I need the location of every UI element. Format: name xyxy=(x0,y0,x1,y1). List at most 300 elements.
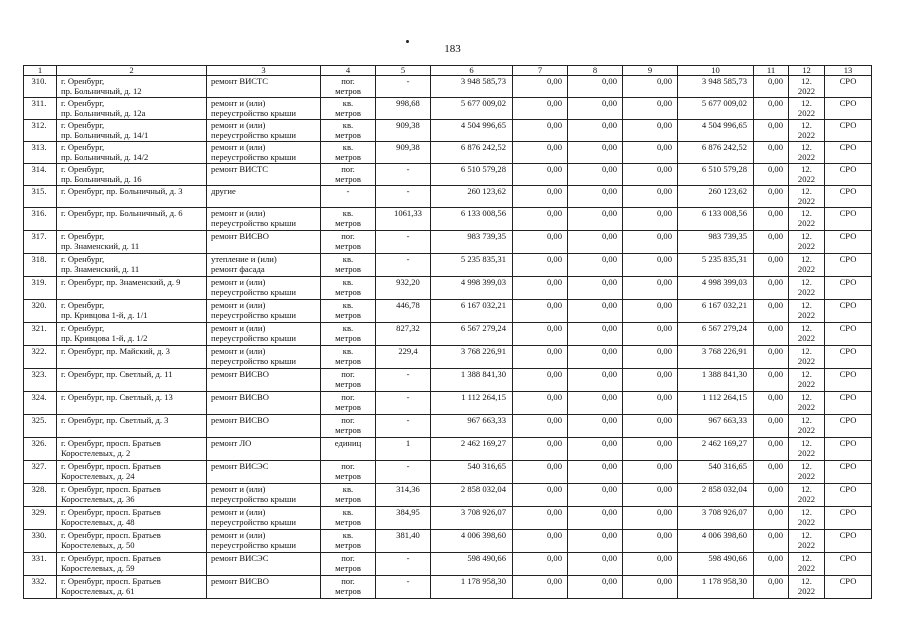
table-row xyxy=(24,507,872,530)
amount-cell-text: 0,00 xyxy=(546,461,562,471)
quantity-cell xyxy=(376,186,431,208)
amount-cell xyxy=(623,438,678,461)
amount-cell xyxy=(568,277,623,300)
cost-cell-text: 6 167 032,21 xyxy=(460,300,506,310)
amount-cell-text: 0,00 xyxy=(546,530,562,540)
total-cell-text: 4 006 398,60 xyxy=(701,530,747,540)
amount-cell xyxy=(513,98,568,120)
quantity-cell-text: - xyxy=(406,415,410,425)
total-cell-text: 5 677 009,02 xyxy=(701,98,747,108)
address-cell xyxy=(57,346,207,369)
total-cell-text: 6 167 032,21 xyxy=(701,300,747,310)
amount-cell-text: 0,00 xyxy=(767,438,783,448)
total-cell xyxy=(678,186,754,208)
quantity-cell xyxy=(376,142,431,164)
term-cell xyxy=(789,76,825,98)
method-cell xyxy=(825,186,872,208)
amount-cell-text: 0,00 xyxy=(546,484,562,494)
work-type-cell-text: ремонт ВИСЭС xyxy=(211,461,269,471)
total-cell-text: 3 708 926,07 xyxy=(701,507,747,517)
unit-cell xyxy=(321,231,376,254)
amount-cell-text: 0,00 xyxy=(601,231,617,241)
table-row xyxy=(24,392,872,415)
cost-cell-text: 2 858 032,04 xyxy=(460,484,506,494)
method-cell-text: СРО xyxy=(839,208,857,218)
quantity-cell xyxy=(376,576,431,599)
method-cell xyxy=(825,76,872,98)
quantity-cell-text: 998,68 xyxy=(396,98,420,108)
term-cell-text: 12. 2022 xyxy=(797,76,816,96)
amount-cell-text: 0,00 xyxy=(656,576,672,586)
cost-cell xyxy=(431,438,513,461)
address-cell xyxy=(57,576,207,599)
term-cell xyxy=(789,164,825,186)
method-cell-text: СРО xyxy=(839,323,857,333)
address-cell-text: г. Оренбург, просп. Братьев Коростелевых, д. 48 xyxy=(61,507,161,527)
term-cell-text: 12. 2022 xyxy=(797,142,816,162)
quantity-cell xyxy=(376,120,431,142)
work-type-cell xyxy=(207,346,321,369)
address-cell xyxy=(57,438,207,461)
table-row xyxy=(24,254,872,277)
method-cell-text: СРО xyxy=(839,576,857,586)
amount-cell-text: 0,00 xyxy=(767,142,783,152)
total-cell xyxy=(678,415,754,438)
row-number-text: 315. xyxy=(31,186,47,196)
amount-cell-text: 0,00 xyxy=(767,231,783,241)
cost-cell xyxy=(431,98,513,120)
amount-cell-text: 0,00 xyxy=(656,461,672,471)
term-cell xyxy=(789,323,825,346)
work-type-cell-text: ремонт и (или) переустройство крыши xyxy=(211,530,296,550)
cost-cell xyxy=(431,208,513,231)
quantity-cell xyxy=(376,346,431,369)
amount-cell-text: 0,00 xyxy=(546,553,562,563)
total-cell-text: 983 739,35 xyxy=(708,231,747,241)
total-cell-text: 6 133 008,56 xyxy=(701,208,747,218)
quantity-cell-text: - xyxy=(406,553,410,563)
amount-cell-text: 0,00 xyxy=(546,277,562,287)
total-cell-text: 6 876 242,52 xyxy=(701,142,747,152)
amount-cell-text: 0,00 xyxy=(767,553,783,563)
unit-cell-text: пог. метров xyxy=(335,553,361,573)
amount-cell-text: 0,00 xyxy=(601,300,617,310)
quantity-cell-text: 381,40 xyxy=(396,530,420,540)
amount-cell xyxy=(623,461,678,484)
term-cell-text: 12. 2022 xyxy=(797,231,816,251)
work-type-cell xyxy=(207,300,321,323)
table-row xyxy=(24,231,872,254)
amount-cell xyxy=(568,98,623,120)
amount-cell-text: 0,00 xyxy=(601,553,617,563)
quantity-cell-text: - xyxy=(406,392,410,402)
amount-cell xyxy=(754,186,789,208)
table-row xyxy=(24,576,872,599)
address-cell xyxy=(57,98,207,120)
quantity-cell-text: 384,95 xyxy=(396,507,420,517)
cost-cell-text: 3 948 585,73 xyxy=(460,76,506,86)
amount-cell-text: 0,00 xyxy=(546,438,562,448)
amount-cell xyxy=(623,530,678,553)
unit-cell-text: кв. метров xyxy=(335,507,361,527)
unit-cell xyxy=(321,553,376,576)
row-number xyxy=(24,120,57,142)
amount-cell xyxy=(623,186,678,208)
amount-cell xyxy=(623,98,678,120)
row-number-text: 318. xyxy=(31,254,47,264)
amount-cell xyxy=(623,484,678,507)
work-type-cell xyxy=(207,438,321,461)
row-number-text: 314. xyxy=(31,164,47,174)
amount-cell-text: 0,00 xyxy=(767,484,783,494)
unit-cell-text: кв. метров xyxy=(335,484,361,504)
term-cell-text: 12. 2022 xyxy=(797,98,816,118)
amount-cell xyxy=(513,461,568,484)
amount-cell-text: 0,00 xyxy=(546,300,562,310)
quantity-cell xyxy=(376,392,431,415)
cost-cell xyxy=(431,461,513,484)
unit-cell xyxy=(321,186,376,208)
table-row xyxy=(24,164,872,186)
total-cell xyxy=(678,142,754,164)
total-cell xyxy=(678,369,754,392)
unit-cell xyxy=(321,415,376,438)
address-cell-text: г. Оренбург, пр. Знаменский, д. 11 xyxy=(61,231,140,251)
table-row xyxy=(24,438,872,461)
amount-cell xyxy=(754,484,789,507)
cost-cell-text: 4 998 399,03 xyxy=(460,277,506,287)
unit-cell-text: кв. метров xyxy=(335,277,361,297)
address-cell-text: г. Оренбург, пр. Больничный, д. 14/1 xyxy=(61,120,149,140)
amount-cell-text: 0,00 xyxy=(656,254,672,264)
address-cell xyxy=(57,553,207,576)
cost-cell xyxy=(431,346,513,369)
quantity-cell-text: - xyxy=(406,369,410,379)
term-cell xyxy=(789,186,825,208)
amount-cell xyxy=(568,530,623,553)
amount-cell-text: 0,00 xyxy=(656,507,672,517)
row-number xyxy=(24,438,57,461)
column-header: 3 xyxy=(207,66,321,76)
method-cell xyxy=(825,231,872,254)
amount-cell xyxy=(623,76,678,98)
amount-cell-text: 0,00 xyxy=(656,142,672,152)
row-number-text: 326. xyxy=(31,438,47,448)
unit-cell-text: пог. метров xyxy=(335,76,361,96)
total-cell-text: 2 462 169,27 xyxy=(701,438,747,448)
amount-cell-text: 0,00 xyxy=(656,438,672,448)
cost-cell xyxy=(431,76,513,98)
amount-cell xyxy=(754,277,789,300)
method-cell xyxy=(825,98,872,120)
term-cell xyxy=(789,254,825,277)
unit-cell xyxy=(321,254,376,277)
method-cell-text: СРО xyxy=(839,76,857,86)
row-number-text: 330. xyxy=(31,530,47,540)
cost-cell-text: 5 677 009,02 xyxy=(460,98,506,108)
method-cell-text: СРО xyxy=(839,369,857,379)
amount-cell xyxy=(623,392,678,415)
work-type-cell xyxy=(207,415,321,438)
work-type-cell xyxy=(207,484,321,507)
amount-cell-text: 0,00 xyxy=(767,300,783,310)
method-cell-text: СРО xyxy=(839,300,857,310)
amount-cell-text: 0,00 xyxy=(767,369,783,379)
work-type-cell-text: ремонт и (или) переустройство крыши xyxy=(211,277,296,297)
amount-cell-text: 0,00 xyxy=(601,323,617,333)
amount-cell xyxy=(568,120,623,142)
row-number-text: 320. xyxy=(31,300,47,310)
total-cell xyxy=(678,438,754,461)
cost-cell-text: 967 663,33 xyxy=(467,415,506,425)
address-cell-text: г. Оренбург, просп. Братьев Коростелевых, д. 61 xyxy=(61,576,161,596)
amount-cell xyxy=(754,98,789,120)
address-cell-text: г. Оренбург, просп. Братьев Коростелевых, д. 2 xyxy=(61,438,161,458)
amount-cell-text: 0,00 xyxy=(546,346,562,356)
term-cell-text: 12. 2022 xyxy=(797,346,816,366)
method-cell xyxy=(825,507,872,530)
table-row xyxy=(24,530,872,553)
amount-cell xyxy=(754,461,789,484)
amount-cell-text: 0,00 xyxy=(546,507,562,517)
amount-cell-text: 0,00 xyxy=(656,277,672,287)
quantity-cell-text: 1 xyxy=(405,438,411,448)
term-cell-text: 12. 2022 xyxy=(797,323,816,343)
quantity-cell-text: 909,38 xyxy=(396,120,420,130)
work-type-cell xyxy=(207,231,321,254)
address-cell-text: г. Оренбург, просп. Братьев Коростелевых, д. 59 xyxy=(61,553,161,573)
method-cell-text: СРО xyxy=(839,484,857,494)
amount-cell xyxy=(568,553,623,576)
unit-cell xyxy=(321,392,376,415)
amount-cell xyxy=(568,507,623,530)
amount-cell xyxy=(568,142,623,164)
unit-cell-text: пог. метров xyxy=(335,392,361,412)
column-header: 2 xyxy=(57,66,207,76)
unit-cell-text: пог. метров xyxy=(335,231,361,251)
amount-cell xyxy=(513,164,568,186)
amount-cell-text: 0,00 xyxy=(656,553,672,563)
row-number-text: 319. xyxy=(31,277,47,287)
amount-cell-text: 0,00 xyxy=(601,507,617,517)
unit-cell xyxy=(321,120,376,142)
page-number: 183 xyxy=(444,43,461,55)
cost-cell-text: 983 739,35 xyxy=(467,231,506,241)
amount-cell-text: 0,00 xyxy=(546,120,562,130)
amount-cell-text: 0,00 xyxy=(546,186,562,196)
cost-cell xyxy=(431,164,513,186)
amount-cell xyxy=(568,323,623,346)
unit-cell xyxy=(321,438,376,461)
cost-cell xyxy=(431,186,513,208)
address-cell-text: г. Оренбург, просп. Братьев Коростелевых, д. 24 xyxy=(61,461,161,481)
amount-cell xyxy=(623,300,678,323)
row-number xyxy=(24,277,57,300)
amount-cell xyxy=(513,186,568,208)
amount-cell xyxy=(568,164,623,186)
amount-cell-text: 0,00 xyxy=(546,392,562,402)
total-cell-text: 2 858 032,04 xyxy=(701,484,747,494)
work-type-cell-text: ремонт ВИСТС xyxy=(211,164,269,174)
amount-cell xyxy=(754,507,789,530)
method-cell-text: СРО xyxy=(839,254,857,264)
address-cell-text: г. Оренбург, пр. Светлый, д. 3 xyxy=(61,415,169,425)
total-cell-text: 4 998 399,03 xyxy=(701,277,747,287)
quantity-cell-text: - xyxy=(406,164,410,174)
total-cell-text: 260 123,62 xyxy=(708,186,747,196)
quantity-cell xyxy=(376,461,431,484)
amount-cell-text: 0,00 xyxy=(601,208,617,218)
method-cell-text: СРО xyxy=(839,231,857,241)
column-header: 4 xyxy=(321,66,376,76)
amount-cell xyxy=(754,369,789,392)
amount-cell-text: 0,00 xyxy=(656,186,672,196)
amount-cell xyxy=(568,300,623,323)
total-cell xyxy=(678,208,754,231)
method-cell xyxy=(825,392,872,415)
table-row xyxy=(24,553,872,576)
amount-cell-text: 0,00 xyxy=(767,164,783,174)
amount-cell-text: 0,00 xyxy=(601,98,617,108)
term-cell-text: 12. 2022 xyxy=(797,415,816,435)
work-type-cell-text: ремонт ВИСТС xyxy=(211,76,269,86)
method-cell xyxy=(825,346,872,369)
amount-cell-text: 0,00 xyxy=(546,369,562,379)
amount-cell-text: 0,00 xyxy=(546,76,562,86)
work-type-cell-text: ремонт ВИСВО xyxy=(211,231,269,241)
quantity-cell-text: 229,4 xyxy=(398,346,418,356)
row-number xyxy=(24,484,57,507)
amount-cell xyxy=(754,415,789,438)
unit-cell xyxy=(321,323,376,346)
amount-cell xyxy=(568,76,623,98)
amount-cell-text: 0,00 xyxy=(601,142,617,152)
total-cell-text: 6 567 279,24 xyxy=(701,323,747,333)
total-cell xyxy=(678,507,754,530)
term-cell-text: 12. 2022 xyxy=(797,484,816,504)
unit-cell-text: пог. метров xyxy=(335,461,361,481)
term-cell-text: 12. 2022 xyxy=(797,461,816,481)
unit-cell-text: пог. метров xyxy=(335,369,361,389)
method-cell-text: СРО xyxy=(839,186,857,196)
amount-cell xyxy=(623,142,678,164)
method-cell xyxy=(825,323,872,346)
term-cell xyxy=(789,231,825,254)
table-row xyxy=(24,415,872,438)
method-cell-text: СРО xyxy=(839,507,857,517)
amount-cell-text: 0,00 xyxy=(546,231,562,241)
term-cell-text: 12. 2022 xyxy=(797,392,816,412)
address-cell-text: г. Оренбург, пр. Кривцова 1-й, д. 1/2 xyxy=(61,323,148,343)
work-type-cell xyxy=(207,120,321,142)
amount-cell-text: 0,00 xyxy=(546,323,562,333)
quantity-cell xyxy=(376,553,431,576)
amount-cell-text: 0,00 xyxy=(601,438,617,448)
column-header: 7 xyxy=(513,66,568,76)
quantity-cell-text: - xyxy=(406,231,410,241)
work-type-cell xyxy=(207,277,321,300)
table-row xyxy=(24,369,872,392)
amount-cell xyxy=(513,120,568,142)
amount-cell-text: 0,00 xyxy=(656,76,672,86)
table-row xyxy=(24,142,872,164)
amount-cell-text: 0,00 xyxy=(767,277,783,287)
table-row xyxy=(24,98,872,120)
quantity-cell xyxy=(376,415,431,438)
quantity-cell-text: - xyxy=(406,254,410,264)
amount-cell xyxy=(513,254,568,277)
row-number-text: 322. xyxy=(31,346,47,356)
row-number-text: 313. xyxy=(31,142,47,152)
amount-cell xyxy=(754,76,789,98)
total-cell xyxy=(678,164,754,186)
amount-cell xyxy=(513,530,568,553)
total-cell-text: 1 388 841,30 xyxy=(701,369,747,379)
row-number-text: 310. xyxy=(31,76,47,86)
amount-cell xyxy=(568,484,623,507)
cost-cell-text: 1 388 841,30 xyxy=(460,369,506,379)
work-type-cell xyxy=(207,507,321,530)
unit-cell-text: кв. метров xyxy=(335,323,361,343)
term-cell xyxy=(789,415,825,438)
amount-cell xyxy=(568,346,623,369)
amount-cell-text: 0,00 xyxy=(601,576,617,586)
method-cell xyxy=(825,164,872,186)
address-cell xyxy=(57,461,207,484)
cost-cell xyxy=(431,415,513,438)
amount-cell xyxy=(623,576,678,599)
term-cell-text: 12. 2022 xyxy=(797,164,816,184)
row-number-text: 323. xyxy=(31,369,47,379)
unit-cell xyxy=(321,76,376,98)
unit-cell-text: кв. метров xyxy=(335,120,361,140)
work-type-cell xyxy=(207,98,321,120)
work-type-cell-text: ремонт ВИСВО xyxy=(211,415,269,425)
row-number xyxy=(24,392,57,415)
total-cell xyxy=(678,98,754,120)
address-cell xyxy=(57,323,207,346)
amount-cell xyxy=(513,576,568,599)
address-cell-text: г. Оренбург, пр. Кривцова 1-й, д. 1/1 xyxy=(61,300,148,320)
amount-cell-text: 0,00 xyxy=(546,415,562,425)
row-number xyxy=(24,507,57,530)
term-cell xyxy=(789,98,825,120)
work-type-cell-text: ремонт ВИСЭС xyxy=(211,553,269,563)
unit-cell xyxy=(321,300,376,323)
row-number xyxy=(24,346,57,369)
amount-cell-text: 0,00 xyxy=(656,369,672,379)
amount-cell-text: 0,00 xyxy=(656,300,672,310)
amount-cell xyxy=(754,300,789,323)
row-number xyxy=(24,186,57,208)
method-cell xyxy=(825,438,872,461)
row-number xyxy=(24,254,57,277)
column-header: 13 xyxy=(825,66,872,76)
unit-cell-text: пог. метров xyxy=(335,576,361,596)
total-cell xyxy=(678,120,754,142)
amount-cell-text: 0,00 xyxy=(546,142,562,152)
method-cell-text: СРО xyxy=(839,277,857,287)
amount-cell xyxy=(623,164,678,186)
amount-cell-text: 0,00 xyxy=(656,164,672,174)
amount-cell-text: 0,00 xyxy=(601,254,617,264)
quantity-cell xyxy=(376,369,431,392)
amount-cell xyxy=(513,369,568,392)
amount-cell xyxy=(568,415,623,438)
term-cell-text: 12. 2022 xyxy=(797,530,816,550)
cost-cell-text: 3 708 926,07 xyxy=(460,507,506,517)
table-row xyxy=(24,461,872,484)
